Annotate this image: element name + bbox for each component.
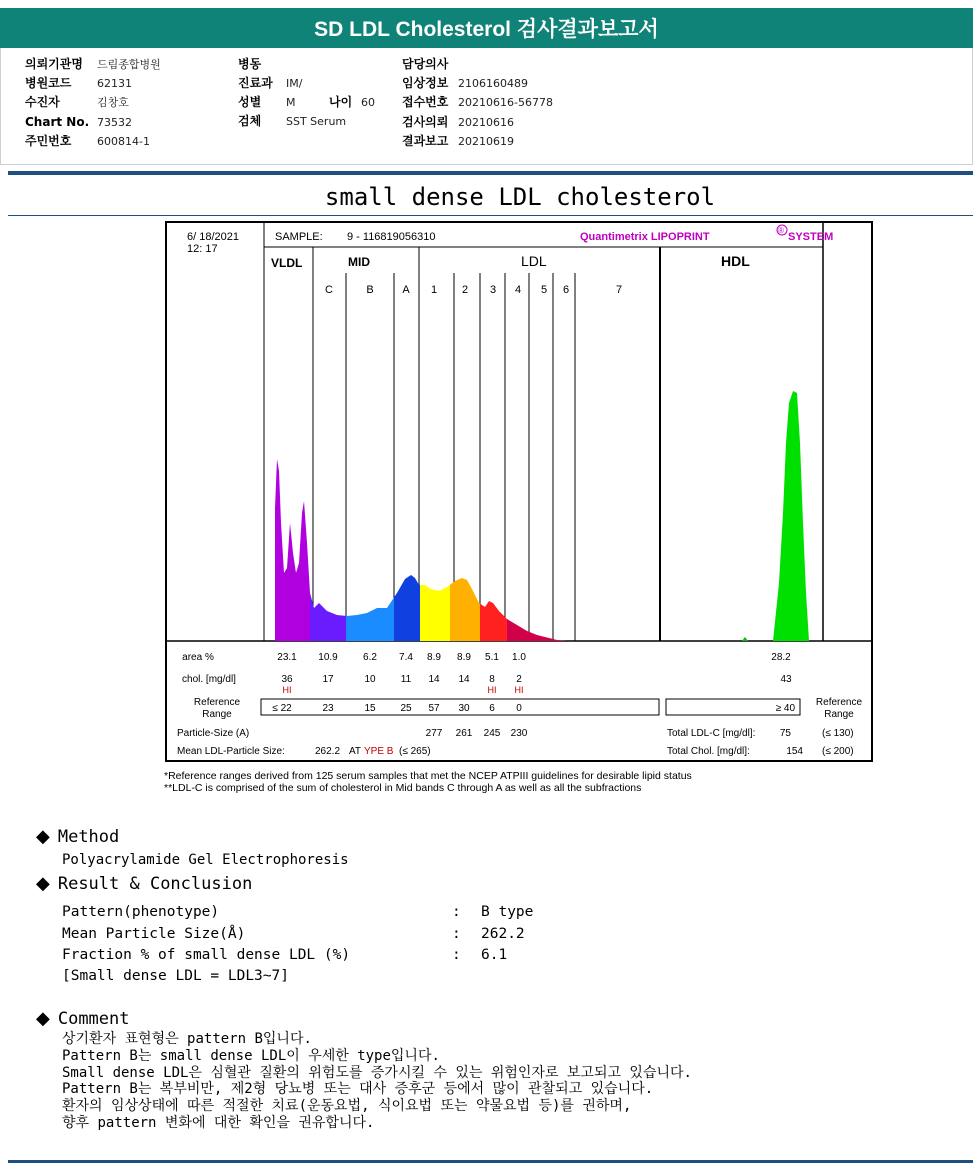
comment-line: 환자의 임상상태에 따른 적절한 치료(운동요법, 식이요법 또는 약물요법 등)를 권하며,: [62, 1098, 632, 1115]
comment-line: Small dense LDL은 심혈관 질환의 위험도를 증가시킬 수 있는 위험인자로 보고되고 있습니다.: [62, 1064, 692, 1081]
field-clinical-info: 임상정보 2106160489: [402, 76, 528, 90]
total-ldl-value: 75: [779, 728, 791, 739]
field-sex: 성별 M: [238, 95, 296, 109]
result-heading: ◆ Result & Conclusion: [36, 873, 253, 894]
chol-a: 11: [400, 674, 412, 685]
particle-4: 230: [510, 728, 528, 739]
result-sep-3: :: [452, 947, 461, 963]
mean-label: Mean LDL-Particle Size:: [177, 746, 285, 757]
area-hdl: 28.2: [771, 652, 791, 663]
result-value-size: 262.2: [481, 926, 525, 942]
diamond-bullet-icon: ◆: [36, 873, 50, 894]
diamond-bullet-icon: ◆: [36, 826, 50, 847]
comment-line: 향후 pattern 변화에 대한 확인을 권유합니다.: [62, 1114, 375, 1131]
area-a: 7.4: [399, 652, 413, 663]
total-chol-value: 154: [786, 746, 803, 757]
total-chol-ref: (≤ 200): [822, 746, 854, 757]
divider-bottom: [8, 1160, 973, 1163]
ref-1: 57: [428, 703, 440, 714]
chol-b: 10: [364, 674, 376, 685]
ref-c: 23: [322, 703, 334, 714]
comment-line: Pattern B는 small dense LDL이 우세한 type입니다.: [62, 1047, 440, 1064]
ref-vldl: ≤ 22: [272, 703, 292, 714]
result-note: [Small dense LDL = LDL3~7]: [62, 968, 289, 984]
particle-3: 245: [483, 728, 501, 739]
group-ldl: LDL: [521, 253, 547, 269]
field-age: 나이 60: [329, 95, 375, 109]
hi-flag-3: HI: [487, 685, 497, 695]
ref-label-right-1: Reference: [815, 697, 863, 708]
brand-name: Quantimetrix LIPOPRINT: [580, 231, 710, 243]
chol-4: 2: [516, 674, 522, 685]
comment-line: 상기환자 표현형은 pattern B입니다.: [62, 1031, 312, 1047]
mean-value: 262.2: [315, 746, 341, 757]
sample-value: 9 - 116819056310: [347, 231, 436, 243]
band-a: A: [402, 284, 410, 296]
area-3: 5.1: [485, 652, 499, 663]
section-title: small dense LDL cholesterol: [324, 183, 716, 211]
footnote-2: **LDL-C is comprised of the sum of cholesterol in Mid bands C through A as well as all the subfractions: [164, 782, 642, 794]
chol-3: 8: [489, 674, 495, 685]
report-title: SD LDL Cholesterol 검사결과보고서: [314, 18, 659, 41]
field-resident-no: 주민번호 600814-1: [25, 134, 150, 148]
ref-hdl: ≥ 40: [775, 703, 795, 714]
report-title-bar: [0, 8, 973, 48]
mean-at: AT: [349, 746, 362, 757]
total-ldl-label: Total LDL-C [mg/dl]:: [667, 728, 756, 739]
report-date: 6/ 18/2021: [187, 231, 239, 243]
result-sep-1: :: [452, 904, 461, 920]
area-label: area %: [182, 652, 214, 663]
area-b: 6.2: [363, 652, 377, 663]
lipoprint-chart: [167, 223, 871, 760]
ref-4: 0: [516, 703, 522, 714]
patient-info-header: [0, 48, 973, 165]
hdl-peak: [773, 391, 809, 641]
particle-2: 261: [455, 728, 473, 739]
comment-body: [62, 1031, 692, 1132]
ref-a: 25: [400, 703, 412, 714]
result-sep-2: :: [452, 926, 461, 942]
band-2: 2: [461, 284, 469, 296]
ref-label-right-2: Range: [824, 709, 854, 720]
ref-b: 15: [364, 703, 376, 714]
band-5: 5: [540, 284, 548, 296]
brand-mark: ®: [778, 226, 784, 235]
comment-heading: ◆ Comment: [36, 1008, 130, 1029]
area-vldl: 23.1: [277, 652, 297, 663]
ref-2: 30: [458, 703, 470, 714]
band-3: 3: [489, 284, 497, 296]
band-1: 1: [430, 284, 438, 296]
hi-flag-vldl: HI: [282, 685, 292, 695]
field-ward: 병동: [238, 57, 262, 71]
result-label-size: Mean Particle Size(Å): [62, 926, 246, 942]
particle-label: Particle-Size (A): [177, 728, 250, 739]
brand-suffix: SYSTEM: [788, 231, 834, 243]
band-c: C: [325, 284, 333, 296]
ref-label-2: Range: [202, 709, 232, 720]
method-heading: ◆ Method: [36, 826, 120, 847]
result-label-fraction: Fraction % of small dense LDL (%): [62, 947, 351, 963]
area-1: 8.9: [427, 652, 441, 663]
field-chart-no: Chart No. 73532: [25, 115, 132, 129]
total-chol-label: Total Chol. [mg/dl]:: [667, 746, 750, 757]
field-specimen: 검체 SST Serum: [238, 114, 347, 128]
comment-line: Pattern B는 복부비만, 제2형 당뇨병 또는 대사 증후군 등에서 많이 관찰되고 있습니다.: [62, 1081, 654, 1098]
report-time: 12: 17: [187, 243, 218, 255]
area-c: 10.9: [318, 652, 338, 663]
particle-1: 277: [425, 728, 443, 739]
total-ldl-ref: (≤ 130): [822, 728, 854, 739]
band-b: B: [366, 284, 374, 296]
diamond-bullet-icon: ◆: [36, 1008, 50, 1029]
ref-3: 6: [489, 703, 495, 714]
field-hospital-code: 병원코드 62131: [25, 76, 132, 90]
field-institution: 의뢰기관명 드림종합병원: [25, 57, 161, 71]
divider-thick: [8, 171, 973, 175]
chol-vldl: 36: [281, 674, 293, 685]
group-vldl: VLDL: [271, 256, 303, 270]
result-value-fraction: 6.1: [481, 947, 508, 963]
lipoprint-report: [165, 221, 873, 762]
field-request-date: 검사의뢰 20210616: [402, 115, 514, 129]
field-report-date: 결과보고 20210619: [402, 134, 514, 148]
method-text: Polyacrylamide Gel Electrophoresis: [62, 852, 349, 868]
ref-label-1: Reference: [193, 697, 241, 708]
field-physician: 담당의사: [402, 57, 449, 71]
band-6: 6: [562, 284, 570, 296]
chol-hdl: 43: [780, 674, 792, 685]
group-hdl: HDL: [721, 253, 750, 269]
area-2: 8.9: [457, 652, 471, 663]
chol-label: chol. [mg/dl]: [182, 674, 236, 685]
band-7: 7: [615, 284, 623, 296]
area-4: 1.0: [512, 652, 526, 663]
chol-1: 14: [428, 674, 440, 685]
divider-thin: [8, 215, 973, 216]
field-department: 진료과 IM/: [238, 76, 303, 90]
hi-flag-4: HI: [514, 685, 524, 695]
band-4: 4: [514, 284, 522, 296]
chol-2: 14: [458, 674, 470, 685]
group-mid: MID: [348, 255, 370, 269]
result-label-pattern: Pattern(phenotype): [62, 904, 220, 920]
field-patient-name: 수진자 김창호: [25, 95, 129, 109]
footnote-1: *Reference ranges derived from 125 serum samples that met the NCEP ATPIII guidelines for desirable lipid status: [164, 770, 692, 782]
mean-type: YPE B: [364, 746, 394, 757]
result-value-pattern: B type: [481, 904, 534, 920]
mean-ref: (≤ 265): [399, 746, 431, 757]
sample-label: SAMPLE:: [275, 231, 323, 243]
chol-c: 17: [322, 674, 334, 685]
field-receipt-no: 접수번호 20210616-56778: [402, 95, 553, 109]
